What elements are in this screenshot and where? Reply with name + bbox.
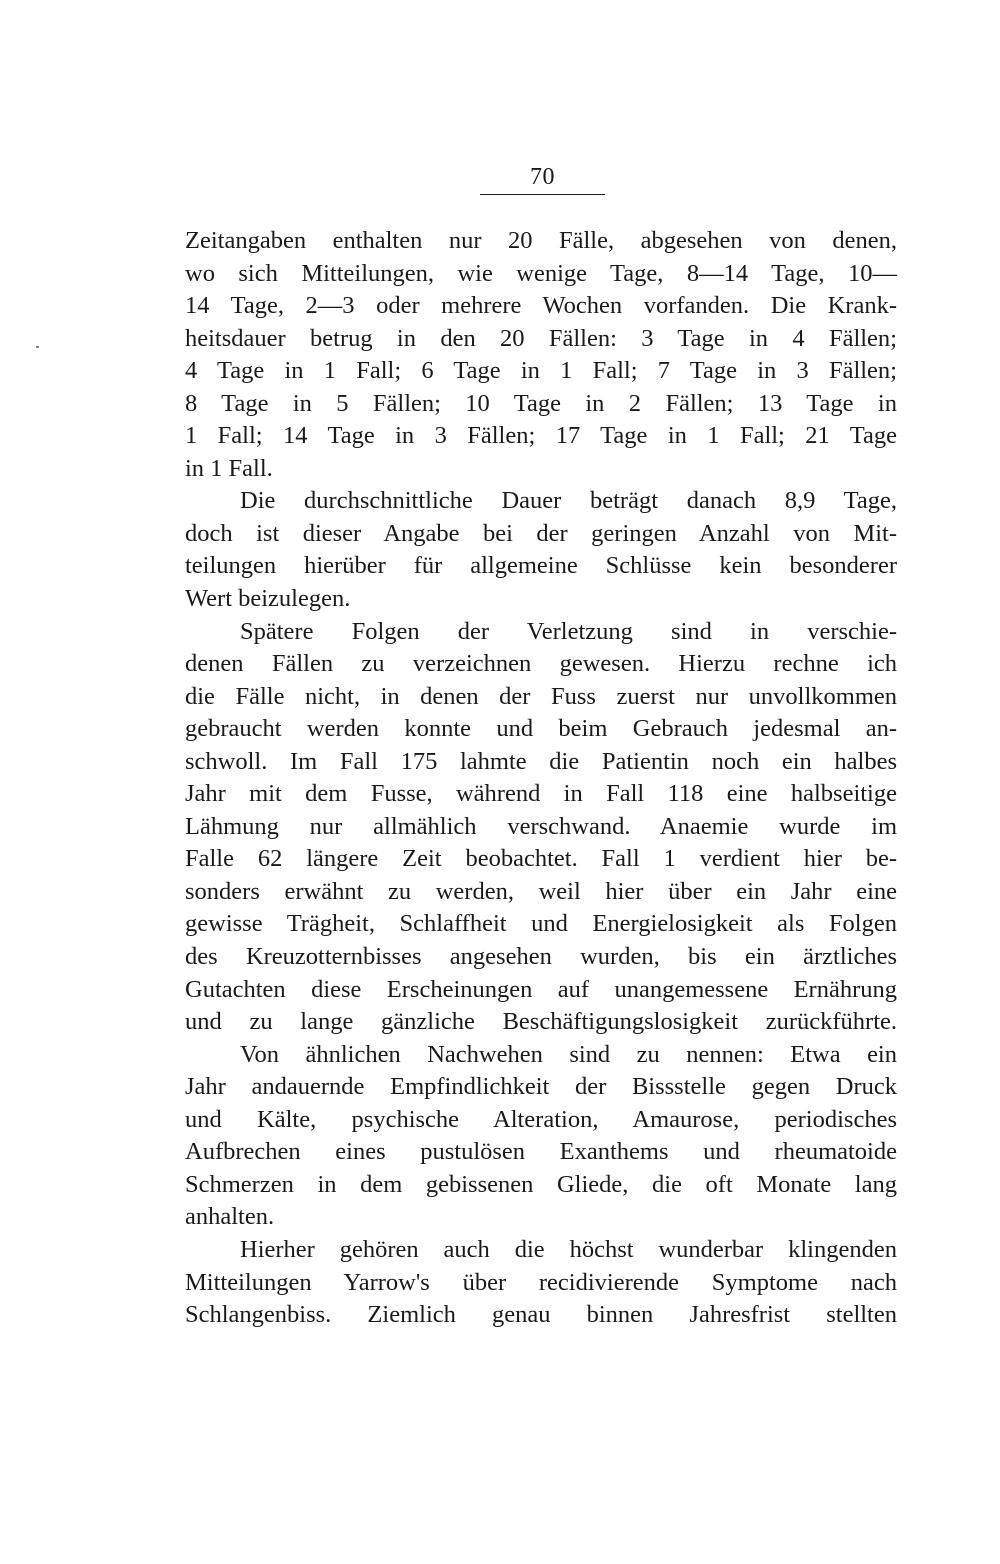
text-line: Schlangenbiss. Ziemlich genau binnen Jahresfrist stellten bbox=[185, 1301, 897, 1329]
text-line: Spätere Folgen der Verletzung sind in verschie- bbox=[240, 617, 897, 645]
text-line: schwoll. Im Fall 175 lahmte die Patientin noch ein halbes bbox=[185, 747, 897, 775]
text-line: Jahr mit dem Fusse, während in Fall 118 eine halbseitige bbox=[185, 780, 897, 808]
text-line: 1 Fall; 14 Tage in 3 Fällen; 17 Tage in 1 Fall; 21 Tage bbox=[185, 422, 897, 450]
text-line: die Fälle nicht, in denen der Fuss zuerst nur unvollkommen bbox=[185, 682, 897, 710]
text-line: wo sich Mitteilungen, wie wenige Tage, 8—14 Tage, 10— bbox=[185, 259, 897, 287]
text-line: teilungen hierüber für allgemeine Schlüsse kein besonderer bbox=[185, 552, 897, 580]
text-line: doch ist dieser Angabe bei der geringen Anzahl von Mit- bbox=[185, 519, 897, 547]
scan-speck bbox=[36, 346, 39, 348]
text-line: heitsdauer betrug in den 20 Fällen: 3 Tage in 4 Fällen; bbox=[185, 324, 897, 352]
text-line: Lähmung nur allmählich verschwand. Anaemie wurde im bbox=[185, 812, 897, 840]
text-line: 4 Tage in 1 Fall; 6 Tage in 1 Fall; 7 Tage in 3 Fällen; bbox=[185, 357, 897, 385]
text-line: Schmerzen in dem gebissenen Gliede, die oft Monate lang bbox=[185, 1170, 897, 1198]
text-line: 14 Tage, 2—3 oder mehrere Wochen vorfanden. Die Krank- bbox=[185, 292, 897, 320]
text-line: Jahr andauernde Empfindlichkeit der Bissstelle gegen Druck bbox=[185, 1073, 897, 1101]
text-line: gewisse Trägheit, Schlaffheit und Energielosigkeit als Folgen bbox=[185, 910, 897, 938]
body-text bbox=[185, 225, 897, 1332]
text-line: des Kreuzotternbisses angesehen wurden, bis ein ärztliches bbox=[185, 943, 897, 971]
text-line: Zeitangaben enthalten nur 20 Fälle, abgesehen von denen, bbox=[185, 227, 897, 254]
header-rule bbox=[480, 194, 605, 195]
text-line: Falle 62 längere Zeit beobachtet. Fall 1 verdient hier be- bbox=[185, 845, 897, 873]
page-number: 70 bbox=[530, 164, 555, 190]
text-line: in 1 Fall. bbox=[185, 454, 273, 482]
text-line: und Kälte, psychische Alteration, Amaurose, periodisches bbox=[185, 1105, 897, 1133]
text-line: denen Fällen zu verzeichnen gewesen. Hierzu rechne ich bbox=[185, 650, 897, 678]
text-line: sonders erwähnt zu werden, weil hier über ein Jahr eine bbox=[185, 877, 897, 905]
text-line: Von ähnlichen Nachwehen sind zu nennen: Etwa ein bbox=[240, 1040, 897, 1068]
page-header bbox=[480, 163, 605, 195]
text-line: Wert beizulegen. bbox=[185, 585, 351, 613]
text-line: gebraucht werden konnte und beim Gebrauch jedesmal an- bbox=[185, 715, 897, 743]
text-line: Aufbrechen eines pustulösen Exanthems und rheumatoide bbox=[185, 1138, 897, 1166]
text-line: Mitteilungen Yarrow's über recidivierende Symptome nach bbox=[185, 1268, 897, 1296]
text-line: und zu lange gänzliche Beschäftigungslosigkeit zurückführte. bbox=[185, 1008, 897, 1036]
text-line: Gutachten diese Erscheinungen auf unangemessene Ernährung bbox=[185, 975, 897, 1003]
text-line: Die durchschnittliche Dauer beträgt danach 8,9 Tage, bbox=[240, 487, 897, 515]
text-line: anhalten. bbox=[185, 1203, 275, 1231]
text-line: 8 Tage in 5 Fällen; 10 Tage in 2 Fällen; 13 Tage in bbox=[185, 389, 897, 417]
text-line: Hierher gehören auch die höchst wunderbar klingenden bbox=[240, 1235, 897, 1263]
